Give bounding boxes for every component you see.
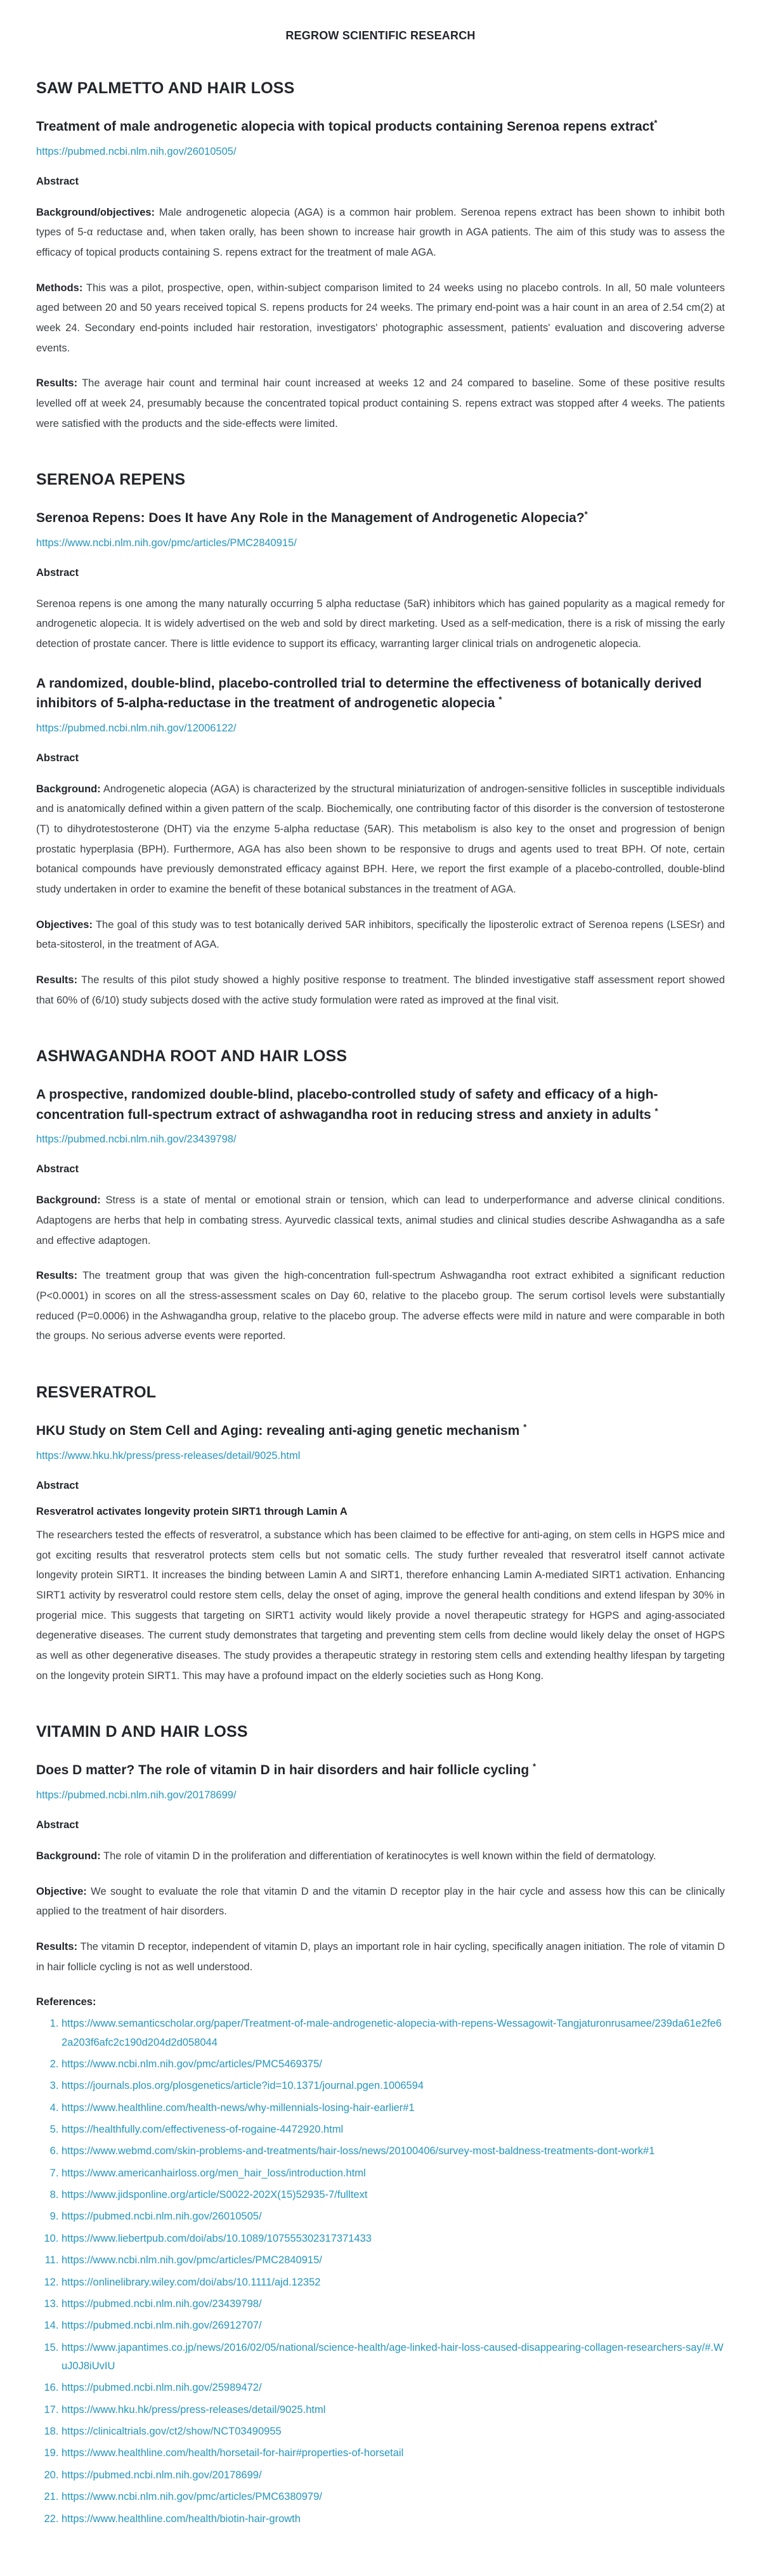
paragraph-text: The goal of this study was to test botanically derived 5AR inhibitors, specifically the liposterolic extract of Serenoa repens (LSESr) and beta-sitosterol, in the treatment of AGA. xyxy=(36,919,725,951)
reference-link[interactable]: https://www.liebertpub.com/doi/abs/10.1089/107555302317371433 xyxy=(62,2232,372,2244)
reference-link[interactable]: https://pubmed.ncbi.nlm.nih.gov/20178699/ xyxy=(62,2469,262,2481)
references-heading: References: xyxy=(36,1996,96,2008)
abstract-paragraph xyxy=(36,374,725,434)
abstract-paragraph xyxy=(36,594,725,655)
reference-link[interactable]: https://www.healthline.com/health-news/why-millennials-losing-hair-earlier#1 xyxy=(62,2102,415,2114)
reference-item xyxy=(62,2401,725,2419)
paragraph-label: Background/objectives: xyxy=(36,206,155,218)
abstract-label: Abstract xyxy=(36,566,79,579)
asterisk-superscript: * xyxy=(523,1422,527,1432)
paragraph-text: The results of this pilot study showed a highly positive response to treatment. The blinded investigative staff assessment report showed that 60% of (6/10) study subjects dosed with the active study formulation were rated as improved at the final visit. xyxy=(36,974,725,1006)
section-references xyxy=(36,1996,725,2528)
reference-item xyxy=(62,2379,725,2397)
article-title-text: HKU Study on Stem Cell and Aging: revealing anti-aging genetic mechanism xyxy=(36,1423,520,1439)
reference-link[interactable]: https://www.americanhairloss.org/men_hair_loss/introduction.html xyxy=(62,2167,366,2179)
article-url-line xyxy=(36,1450,725,1462)
article-title-text: A randomized, double-blind, placebo-controlled trial to determine the effectiveness of botanically derived inhibitors of 5-alpha-reductase in the treatment of androgenetic alopecia xyxy=(36,676,702,711)
reference-item xyxy=(62,2273,725,2292)
reference-item xyxy=(62,2207,725,2226)
article xyxy=(36,674,725,1011)
reference-item xyxy=(62,2055,725,2074)
abstract-label: Abstract xyxy=(36,752,79,764)
abstract-paragraph xyxy=(36,1191,725,1251)
reference-item xyxy=(62,2230,725,2248)
section-heading: RESVERATROL xyxy=(36,1383,157,1402)
article-link[interactable]: https://pubmed.ncbi.nlm.nih.gov/26010505/ xyxy=(36,145,237,157)
article xyxy=(36,117,725,434)
article-link[interactable]: https://pubmed.ncbi.nlm.nih.gov/23439798/ xyxy=(36,1134,237,1146)
paragraph-text: The vitamin D receptor, independent of vitamin D, plays an important role in hair cycling, specifically anagen initiation. The role of vitamin D in hair follicle cycling is not as well understood. xyxy=(36,1940,725,1973)
abstract-label: Abstract xyxy=(36,1163,79,1175)
reference-link[interactable]: https://www.webmd.com/skin-problems-and-treatments/hair-loss/news/20100406/survey-most-baldness-treatments-dont-work#1 xyxy=(62,2145,655,2157)
article-url-line xyxy=(36,537,725,549)
reference-item xyxy=(62,2488,725,2506)
section-saw-palmetto xyxy=(36,79,725,434)
document-title: REGROW SCIENTIFIC RESEARCH xyxy=(285,29,476,42)
reference-link[interactable]: https://www.japantimes.co.jp/news/2016/02/05/national/science-health/age-linked-hair-loss-caused-disappearing-collagen-researchers-say/#.WuJ0J8iUvIU xyxy=(62,2341,724,2372)
reference-item xyxy=(62,2466,725,2485)
paragraph-text: The treatment group that was given the high-concentration full-spectrum Ashwagandha root extract exhibited a significant reduction (P<0.0001) in scores on all the stress-assessment scales on Day 60, relative to the placebo group. The serum cortisol levels were substantially reduced (P=0.0006) in the Ashwagandha group, relative to the placebo group. The adverse effects were mild in nature and were comparable in both the groups. No serious adverse events were reported. xyxy=(36,1270,725,1342)
paragraph-label: Objective: xyxy=(36,1885,87,1897)
paragraph-label: Results: xyxy=(36,377,78,389)
article xyxy=(36,508,725,655)
reference-item xyxy=(62,2510,725,2528)
paragraph-label: Results: xyxy=(36,1940,78,1952)
article-title-text: Treatment of male androgenetic alopecia with topical products containing Serenoa repens extract xyxy=(36,119,654,134)
paragraph-text: The researchers tested the effects of resveratrol, a substance which has been claimed to be effective for anti-aging, on stem cells in HGPS mice and got exciting results that resveratrol protects stem cells but not somatic cells. The study further revealed that resveratrol itself cannot activate longevity protein SIRT1. It increases the binding between Lamin A and SIRT1, therefore enhancing Lamin A-mediated SIRT1 activation. Enhancing SIRT1 activity by resveratrol could restore stem cells, delay the onset of aging, improve the general health conditions and extend lifespan by 30% in progerial mice. This suggests that targeting on SIRT1 activity would likely provide a novel therapeutic strategy for HGPS and aging-associated degenerative diseases. The current study demonstrates that targeting and preventing stem cells from decline would likely delay the onset of HGPS as well as other degenerative diseases. The study provides a therapeutic strategy in restoring stem cells and extending healthy lifespan by targeting on the longevity protein SIRT1. This may have a profound impact on the elderly societies such as Hong Kong. xyxy=(36,1529,725,1682)
paragraph-text: Androgenetic alopecia (AGA) is characterized by the structural miniaturization of androgen-sensitive follicles in susceptible individuals and is anatomically defined within a given pattern of the scalp. Biochemically, one contributing factor of this disorder is the conversion of testosterone (T) to dihydrotestosterone (DHT) via the enzyme 5-alpha reductase (5AR). This metabolism is also key to the onset and progression of benign prostatic hyperplasia (BPH). Furthermore, AGA has also been shown to be responsive to drugs and agents used to treat BPH. Of note, certain botanical compounds have previously demonstrated efficacy against BPH. Here, we report the first example of a placebo-controlled, double-blind study undertaken in order to examine the benefit of these botanical substances in the treatment of AGA. xyxy=(36,783,725,896)
section-ashwagandha xyxy=(36,1047,725,1347)
abstract-paragraph xyxy=(36,1882,725,1922)
paragraph-text: This was a pilot, prospective, open, within-subject comparison limited to 24 weeks using no placebo controls. In all, 50 male volunteers aged between 20 and 50 years received topical S. repens products for 24 weeks. The primary end-point was a hair count in an area of 2.54 cm(2) at week 24. Secondary end-points included hair restoration, investigators' photographic assessment, patients' evaluation and discovering adverse events. xyxy=(36,282,725,354)
paragraph-text: Male androgenetic alopecia (AGA) is a common hair problem. Serenoa repens extract has been shown to inhibit both types of 5-α reductase and, when taken orally, has been shown to increase hair growth in AGA patients. The aim of this study was to assess the efficacy of topical products containing S. repens extract for the treatment of male AGA. xyxy=(36,206,725,258)
paragraph-text: Stress is a state of mental or emotional strain or tension, which can lead to underperformance and adverse clinical conditions. Adaptogens are herbs that help in combating stress. Ayurvedic classical texts, animal studies and clinical studies describe Ashwagandha as a safe and effective adaptogen. xyxy=(36,1194,725,1246)
abstract-paragraph xyxy=(36,780,725,900)
article-link[interactable]: https://www.ncbi.nlm.nih.gov/pmc/articles/PMC2840915/ xyxy=(36,537,297,549)
paragraph-label: Results: xyxy=(36,1270,78,1282)
section-heading: VITAMIN D AND HAIR LOSS xyxy=(36,1723,248,1741)
article-title xyxy=(36,1421,725,1441)
reference-item xyxy=(62,2339,725,2376)
abstract-paragraph xyxy=(36,203,725,263)
article xyxy=(36,1421,725,1686)
article-url-line xyxy=(36,1134,725,1146)
paragraph-label: Methods: xyxy=(36,282,83,294)
reference-link[interactable]: https://www.semanticscholar.org/paper/Treatment-of-male-androgenetic-alopecia-with-repens-Wessagowit-Tangjaturonrusamee/239da61e2fe62a203f6afc2c190d204d2d058044 xyxy=(62,2018,722,2048)
section-heading: ASHWAGANDHA ROOT AND HAIR LOSS xyxy=(36,1047,348,1066)
reference-item xyxy=(62,2186,725,2204)
article-title-text: Serenoa Repens: Does It have Any Role in the Management of Androgenetic Alopecia? xyxy=(36,511,585,526)
article-url-line xyxy=(36,1789,725,1801)
article-link[interactable]: https://pubmed.ncbi.nlm.nih.gov/20178699/ xyxy=(36,1789,237,1801)
reference-item xyxy=(62,2317,725,2335)
abstract-paragraph xyxy=(36,278,725,359)
reference-link[interactable]: https://onlinelibrary.wiley.com/doi/abs/10.1111/ajd.12352 xyxy=(62,2276,321,2288)
reference-item xyxy=(62,2164,725,2183)
reference-item xyxy=(62,2295,725,2313)
reference-item xyxy=(62,2121,725,2139)
asterisk-superscript: * xyxy=(533,1762,537,1772)
abstract-label: Abstract xyxy=(36,175,79,187)
abstract-paragraph xyxy=(36,915,725,955)
article-title xyxy=(36,674,725,714)
article-title-text: Does D matter? The role of vitamin D in hair disorders and hair follicle cycling xyxy=(36,1763,530,1778)
abstract-paragraph xyxy=(36,1937,725,1977)
reference-link[interactable]: https://www.ncbi.nlm.nih.gov/pmc/articles/PMC5469375/ xyxy=(62,2058,322,2070)
paragraph-label: Results: xyxy=(36,974,78,986)
reference-link[interactable]: https://www.jidsponline.org/article/S0022-202X(15)52935-7/fulltext xyxy=(62,2189,368,2201)
reference-item xyxy=(62,2077,725,2095)
article-link[interactable]: https://pubmed.ncbi.nlm.nih.gov/12006122/ xyxy=(36,722,237,734)
reference-link[interactable]: https://pubmed.ncbi.nlm.nih.gov/25989472/ xyxy=(62,2382,262,2394)
abstract-subheading: Resveratrol activates longevity protein SIRT1 through Lamin A xyxy=(36,1505,348,1517)
abstract-label: Abstract xyxy=(36,1819,79,1831)
abstract-paragraph xyxy=(36,1526,725,1686)
abstract-paragraph xyxy=(36,1847,725,1867)
paragraph-text: We sought to evaluate the role that vitamin D and the vitamin D receptor play in the hair cycle and assess how this can be clinically applied to the treatment of hair disorders. xyxy=(36,1885,725,1918)
reference-item xyxy=(62,2142,725,2161)
section-serenoa-repens xyxy=(36,471,725,1010)
paragraph-label: Background: xyxy=(36,1850,101,1862)
reference-link[interactable]: https://pubmed.ncbi.nlm.nih.gov/23439798/ xyxy=(62,2298,262,2310)
asterisk-superscript: * xyxy=(584,509,588,520)
asterisk-superscript: * xyxy=(498,695,502,705)
article-title-text: A prospective, randomized double-blind, placebo-controlled study of safety and efficacy of a high-concentration full-spectrum extract of ashwagandha root in reducing stress and anxiety in adults xyxy=(36,1087,658,1122)
section-heading: SERENOA REPENS xyxy=(36,471,186,489)
article-title xyxy=(36,1760,725,1781)
paragraph-text: Serenoa repens is one among the many naturally occurring 5 alpha reductase (5aR) inhibitors which has gained popularity as a magical remedy for androgenetic alopecia. It is widely advertised on the web and sold by direct marketing. Used as a self-medication, there is a risk of missing the early detection of prostate cancer. There is little evidence to support its efficacy, warranting larger clinical trials on androgenetic alopecia. xyxy=(36,598,725,650)
article xyxy=(36,1085,725,1347)
references-list xyxy=(36,2015,725,2528)
article-url-line xyxy=(36,146,725,158)
reference-link[interactable]: https://healthfully.com/effectiveness-of-rogaine-4472920.html xyxy=(62,2124,344,2136)
reference-item xyxy=(62,2444,725,2462)
article-link[interactable]: https://www.hku.hk/press/press-releases/detail/9025.html xyxy=(36,1449,301,1461)
article-title xyxy=(36,1085,725,1125)
section-vitamin-d xyxy=(36,1723,725,1977)
reference-link[interactable]: https://www.healthline.com/health/biotin-hair-growth xyxy=(62,2513,301,2525)
reference-item xyxy=(62,2422,725,2441)
paragraph-text: The role of vitamin D in the proliferation and differentiation of keratinocytes is well known within the field of dermatology. xyxy=(100,1850,656,1862)
section-heading: SAW PALMETTO AND HAIR LOSS xyxy=(36,79,295,97)
asterisk-superscript: * xyxy=(654,118,658,127)
article xyxy=(36,1760,725,1977)
reference-link[interactable]: https://journals.plos.org/plosgenetics/article?id=10.1371/journal.pgen.1006594 xyxy=(62,2080,424,2092)
reference-link[interactable]: https://pubmed.ncbi.nlm.nih.gov/26010505/ xyxy=(62,2211,262,2223)
reference-item xyxy=(62,2251,725,2270)
abstract-paragraph xyxy=(36,1266,725,1347)
article-title xyxy=(36,508,725,528)
article-url-line xyxy=(36,722,725,735)
reference-item xyxy=(62,2099,725,2117)
paragraph-label: Background: xyxy=(36,1194,101,1206)
asterisk-superscript: * xyxy=(654,1106,658,1116)
paragraph-text: The average hair count and terminal hair count increased at weeks 12 and 24 compared to baseline. Some of these positive results levelled off at week 24, presumably because the concentrated topical product containing S. repens extract was stopped after 4 weeks. The patients were satisfied with the products and the side-effects were limited. xyxy=(36,377,725,429)
reference-link[interactable]: https://www.ncbi.nlm.nih.gov/pmc/articles/PMC6380979/ xyxy=(62,2491,322,2503)
paragraph-label: Objectives: xyxy=(36,919,93,931)
abstract-paragraph xyxy=(36,971,725,1010)
reference-link[interactable]: https://clinicaltrials.gov/ct2/show/NCT03490955 xyxy=(62,2426,282,2438)
reference-link[interactable]: https://pubmed.ncbi.nlm.nih.gov/26912707/ xyxy=(62,2320,262,2332)
abstract-label: Abstract xyxy=(36,1479,79,1491)
article-title xyxy=(36,117,725,137)
reference-link[interactable]: https://www.healthline.com/health/horsetail-for-hair#properties-of-horsetail xyxy=(62,2447,404,2459)
reference-item xyxy=(62,2015,725,2052)
reference-link[interactable]: https://www.hku.hk/press/press-releases/detail/9025.html xyxy=(62,2403,326,2416)
section-resveratrol xyxy=(36,1383,725,1686)
paragraph-label: Background: xyxy=(36,783,101,795)
reference-link[interactable]: https://www.ncbi.nlm.nih.gov/pmc/articles/PMC2840915/ xyxy=(62,2254,322,2266)
